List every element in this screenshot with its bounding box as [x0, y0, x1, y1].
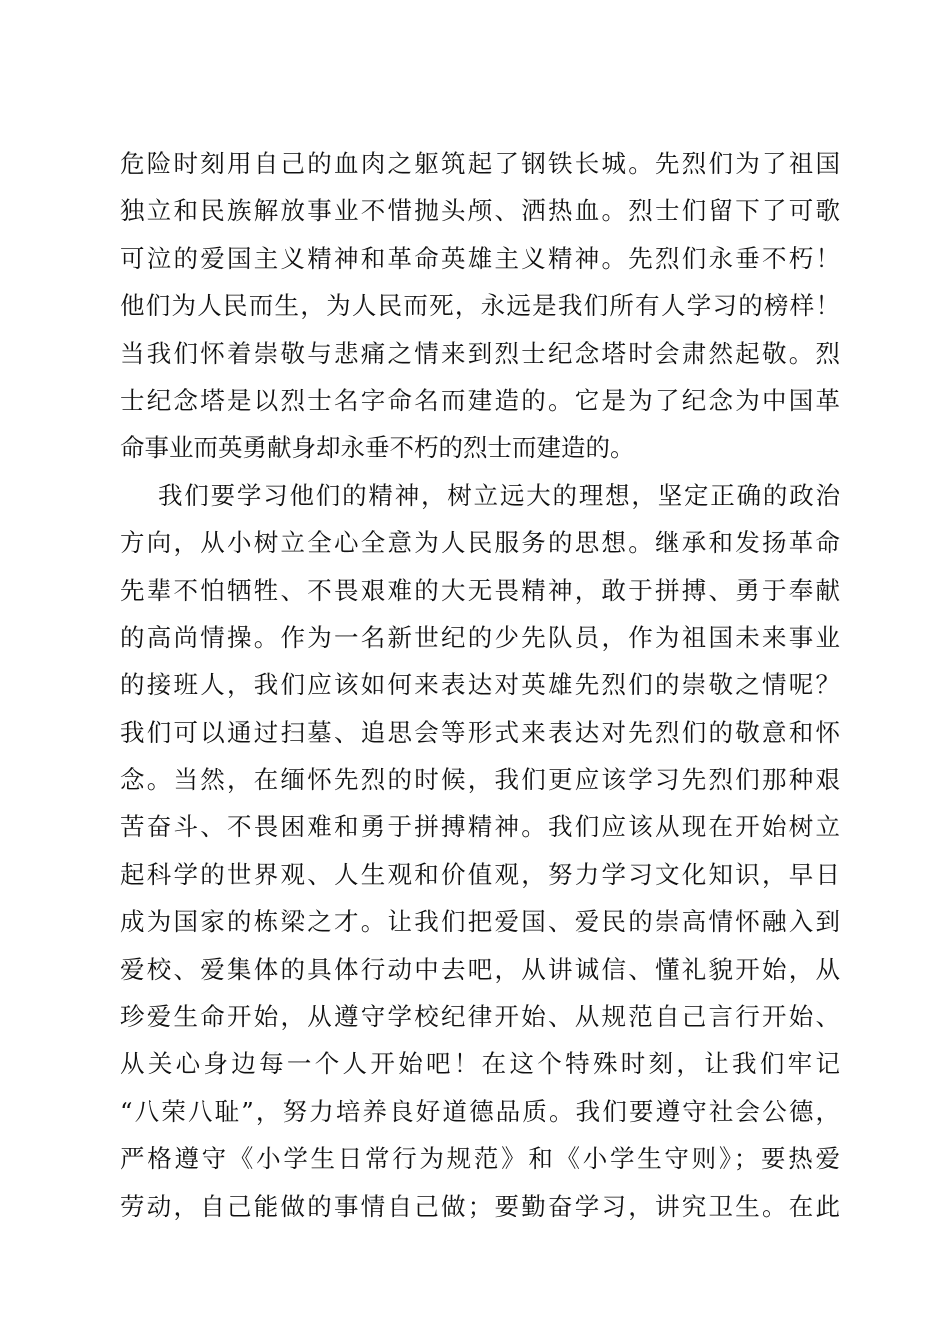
- text-line: 起科学的世界观、人生观和价值观，努力学习文化知识，早日: [120, 859, 840, 889]
- body-text: [120, 140, 840, 1230]
- text-line: 命事业而英勇献身却永垂不朽的烈士而建造的。: [120, 433, 635, 463]
- text-line: 我们可以通过扫墓、追思会等形式来表达对先烈们的敬意和怀: [120, 717, 840, 747]
- text-line: 士纪念塔是以烈士名字命名而建造的。它是为了纪念为中国革: [120, 385, 840, 415]
- text-line: 他们为人民而生，为人民而死，永远是我们所有人学习的榜样！: [120, 291, 840, 321]
- paragraph-1: [120, 140, 840, 472]
- text-line: “八荣八耻”，努力培养良好道德品质。我们要遵守社会公德，: [120, 1096, 840, 1126]
- text-line: 劳动，自己能做的事情自己做；要勤奋学习，讲究卫生。在此: [120, 1191, 840, 1221]
- text-line: 可泣的爱国主义精神和革命英雄主义精神。先烈们永垂不朽！: [120, 243, 840, 273]
- text-line: 珍爱生命开始，从遵守学校纪律开始、从规范自己言行开始、: [120, 1002, 840, 1032]
- text-line: 念。当然，在缅怀先烈的时候，我们更应该学习先烈们那种艰: [120, 765, 840, 795]
- text-line: 方向，从小树立全心全意为人民服务的思想。继承和发扬革命: [120, 528, 840, 558]
- text-line: 爱校、爱集体的具体行动中去吧，从讲诚信、懂礼貌开始，从: [120, 954, 840, 984]
- text-line: 危险时刻用自己的血肉之躯筑起了钢铁长城。先烈们为了祖国: [120, 149, 840, 178]
- text-line: 当我们怀着崇敬与悲痛之情来到烈士纪念塔时会肃然起敬。烈: [120, 338, 840, 368]
- text-line: 的高尚情操。作为一名新世纪的少先队员，作为祖国未来事业: [120, 622, 840, 652]
- text-line: 成为国家的栋梁之才。让我们把爱国、爱民的崇高情怀融入到: [120, 907, 840, 937]
- paragraph-2: [120, 472, 840, 1230]
- text-line: 苦奋斗、不畏困难和勇于拼搏精神。我们应该从现在开始树立: [120, 812, 840, 842]
- text-line: 的接班人，我们应该如何来表达对英雄先烈们的崇敬之情呢？: [120, 670, 840, 700]
- text-line: 严格遵守《小学生日常行为规范》和《小学生守则》；要热爱: [120, 1144, 840, 1174]
- text-line: 从关心身边每一个人开始吧！在这个特殊时刻，让我们牢记: [120, 1049, 840, 1079]
- text-line: 独立和民族解放事业不惜抛头颅、洒热血。烈士们留下了可歌: [120, 196, 840, 226]
- text-line: 我们要学习他们的精神，树立远大的理想，坚定正确的政治: [158, 480, 840, 510]
- text-line: 先辈不怕牺牲、不畏艰难的大无畏精神，敢于拼搏、勇于奉献: [120, 575, 840, 605]
